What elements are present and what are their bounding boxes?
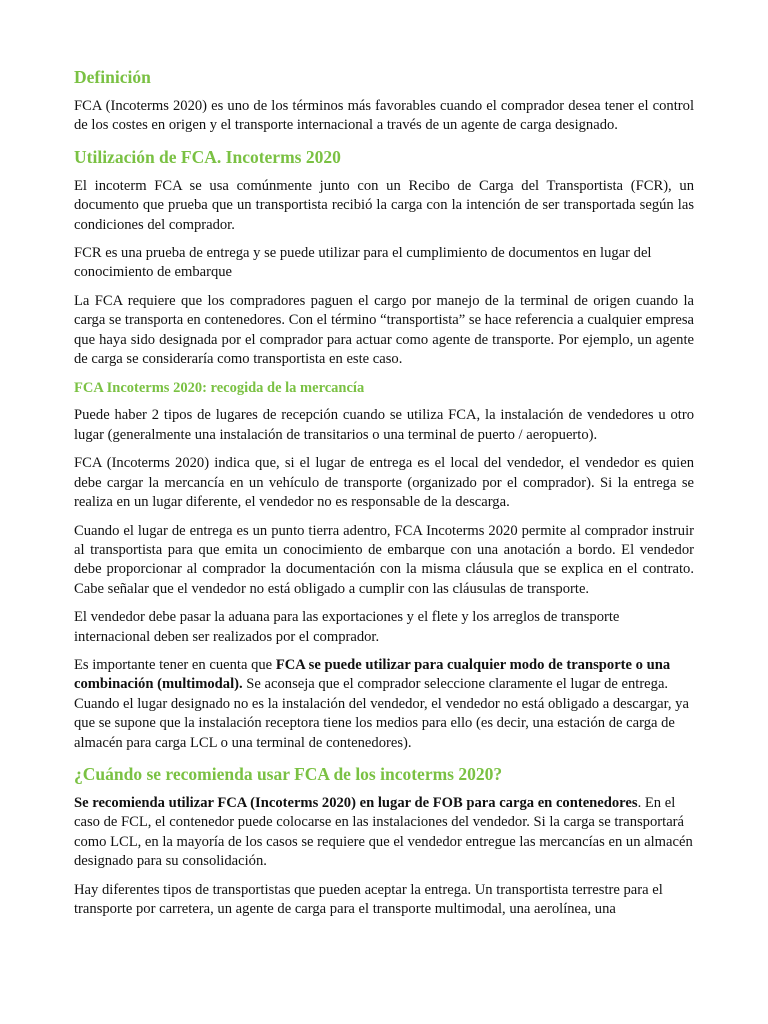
paragraph-cuando-2: Hay diferentes tipos de transportistas que pueden aceptar la entrega. Un transportista terrestre para el transporte por carretera, un agente de carga para el transporte multimodal, una aerolínea, una (74, 881, 663, 917)
paragraph-recogida-3: Cuando el lugar de entrega es un punto tierra adentro, FCA Incoterms 2020 permite al comprador instruir al transportista para que emita un conocimiento de embarque con una anotación a bordo. El vendedor debe proporcionar al comprador la documentación con la misma cláusula que se explica en el contrato. Cabe señalar que el vendedor no está obligado a cumplir con las cláusulas de transporte. (74, 522, 694, 597)
heading-cuando: ¿Cuándo se recomienda usar FCA de los incoterms 2020? (74, 763, 503, 784)
paragraph-recogida-5 (74, 656, 694, 753)
paragraph-cuando-1-rest: . En el caso de FCL, el contenedor puede colocarse en las instalaciones del vendedor. Si la carga se transportará como LCL, en la mayoría de los casos se requiere que el vendedor entregue las mercancías en un almacén designado para su consolidación. (74, 794, 693, 870)
heading-utilizacion: Utilización de FCA. Incoterms 2020 (74, 146, 341, 167)
paragraph-utilizacion-3: La FCA requiere que los compradores paguen el cargo por manejo de la terminal de origen cuando la carga se transporta en contenedores. Con el término “transportista” se hace referencia a cualquier empresa que haya sido designada por el comprador para actuar como agente de transporte. Por ejemplo, un agente de carga se consideraría como transportista en este caso. (74, 292, 694, 368)
paragraph-recogida-2: FCA (Incoterms 2020) indica que, si el lugar de entrega es el local del vendedor, el vendedor es quien debe cargar la mercancía en un vehículo de transporte (organizado por el comprador). Si la entrega se realiza en un lugar diferente, el vendedor no es responsable de la descarga. (74, 455, 694, 511)
paragraph-recogida-1: Puede haber 2 tipos de lugares de recepción cuando se utiliza FCA, la instalación de vendedores u otro lugar (generalmente una instalación de transitarios o una terminal de puerto / aeropuerto). (74, 407, 694, 443)
paragraph-recogida-5-lead: Es importante tener en cuenta que (74, 656, 276, 673)
paragraph-cuando-1 (74, 794, 694, 872)
paragraph-definicion: FCA (Incoterms 2020) es uno de los términos más favorables cuando el comprador desea tener el control de los costes en origen y el transporte internacional a través de un agente de carga designado. (74, 98, 694, 134)
subheading-recogida: FCA Incoterms 2020: recogida de la mercancía (74, 380, 365, 397)
paragraph-recogida-5-rest: Se aconseja que el comprador seleccione claramente el lugar de entrega. Cuando el lugar designado no es la instalación del vendedor, el vendedor no está obligado a descargar, ya que se supone que la instalación receptora tiene los medios para ello (es decir, una estación de carga de almacén para carga LCL o una terminal de contenedores). (74, 676, 689, 751)
paragraph-utilizacion-1: El incoterm FCA se usa comúnmente junto con un Recibo de Carga del Transportista (FCR), un documento que prueba que un transportista recibió la carga con la intención de ser transportada según las condiciones del comprador. (74, 177, 694, 233)
paragraph-recogida-5-bold: FCA se puede utilizar para cualquier modo de transporte o una combinación (multimodal). (74, 656, 671, 693)
heading-definicion: Definición (74, 67, 151, 87)
paragraph-recogida-4: El vendedor debe pasar la aduana para las exportaciones y el flete y los arreglos de transporte internacional deben ser realizados por el comprador. (74, 609, 620, 645)
paragraph-cuando-1-bold: Se recomienda utilizar FCA (Incoterms 2020) en lugar de FOB para carga en contenedores (74, 794, 638, 811)
paragraph-utilizacion-2: FCR es una prueba de entrega y se puede utilizar para el cumplimiento de documentos en lugar del conocimiento de embarque (74, 245, 652, 281)
